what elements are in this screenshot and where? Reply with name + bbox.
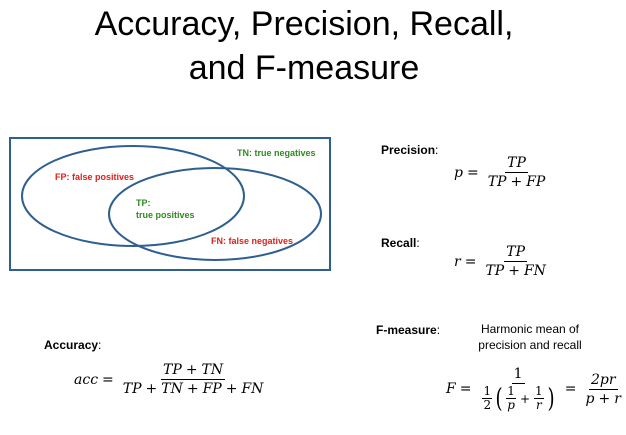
equals-sign: = bbox=[466, 164, 479, 181]
precision-formula bbox=[454, 155, 550, 190]
tn-label: TN: true negatives bbox=[237, 148, 316, 158]
precision-denominator: TP + FP bbox=[487, 174, 546, 190]
page-title-line-1: Accuracy, Precision, Recall, bbox=[94, 5, 514, 43]
inverse-r-fraction: $\frac{1}{r}$ bbox=[535, 384, 543, 412]
fmeasure-formula bbox=[446, 366, 626, 412]
fmeasure-heading: F-measure: bbox=[376, 323, 441, 337]
fp-label: FP: false positives bbox=[55, 172, 135, 182]
harmonic-fraction bbox=[478, 366, 557, 412]
precision-lhs: p bbox=[454, 164, 463, 181]
accuracy-numerator: TP + TN bbox=[163, 362, 224, 378]
inverse-p-fraction: $\frac{1}{p}$ bbox=[507, 384, 515, 412]
accuracy-denominator: TP + TN + FP + FN bbox=[122, 381, 264, 397]
accuracy-heading: Accuracy: bbox=[44, 338, 102, 352]
half-fraction: $\frac{1}{2}$ bbox=[483, 384, 492, 412]
predicted-positive-ellipse bbox=[22, 146, 244, 246]
equals-sign: = bbox=[564, 381, 577, 397]
fmeasure-lhs: F bbox=[446, 381, 456, 397]
page-title-line-2: and F-measure bbox=[188, 49, 420, 87]
simplified-numerator: 2pr bbox=[590, 371, 616, 388]
harmonic-denominator bbox=[478, 384, 557, 412]
recall-formula bbox=[454, 244, 551, 279]
accuracy-formula bbox=[74, 362, 268, 397]
tp-label-line-1: TP: bbox=[136, 198, 151, 208]
fmeasure-desc-line-1: Harmonic mean of bbox=[480, 322, 580, 336]
recall-fraction bbox=[483, 244, 547, 279]
fn-label: FN: false negatives bbox=[211, 236, 294, 246]
simplified-denominator: p + r bbox=[585, 390, 621, 407]
recall-numerator: TP bbox=[506, 244, 526, 260]
harmonic-numerator: 1 bbox=[513, 366, 523, 382]
close-paren: ) bbox=[547, 383, 555, 414]
accuracy-fraction bbox=[121, 362, 266, 397]
accuracy-lhs: acc bbox=[74, 371, 99, 388]
fmeasure-desc-line-2: precision and recall bbox=[478, 338, 582, 352]
equals-sign: = bbox=[102, 371, 114, 388]
precision-heading: Precision: bbox=[381, 143, 439, 157]
fmeasure-description bbox=[460, 321, 600, 353]
recall-heading: Recall: bbox=[381, 236, 420, 250]
plus-sign: + bbox=[519, 391, 530, 406]
recall-denominator: TP + FN bbox=[485, 263, 546, 279]
equals-sign: = bbox=[464, 253, 477, 270]
equals-sign: = bbox=[459, 381, 472, 397]
simplified-fraction bbox=[584, 372, 623, 407]
open-paren: ( bbox=[495, 383, 503, 414]
precision-numerator: TP bbox=[507, 155, 526, 171]
precision-fraction bbox=[486, 155, 548, 190]
tp-label-line-2: true positives bbox=[136, 210, 195, 220]
recall-lhs: r bbox=[454, 253, 461, 270]
